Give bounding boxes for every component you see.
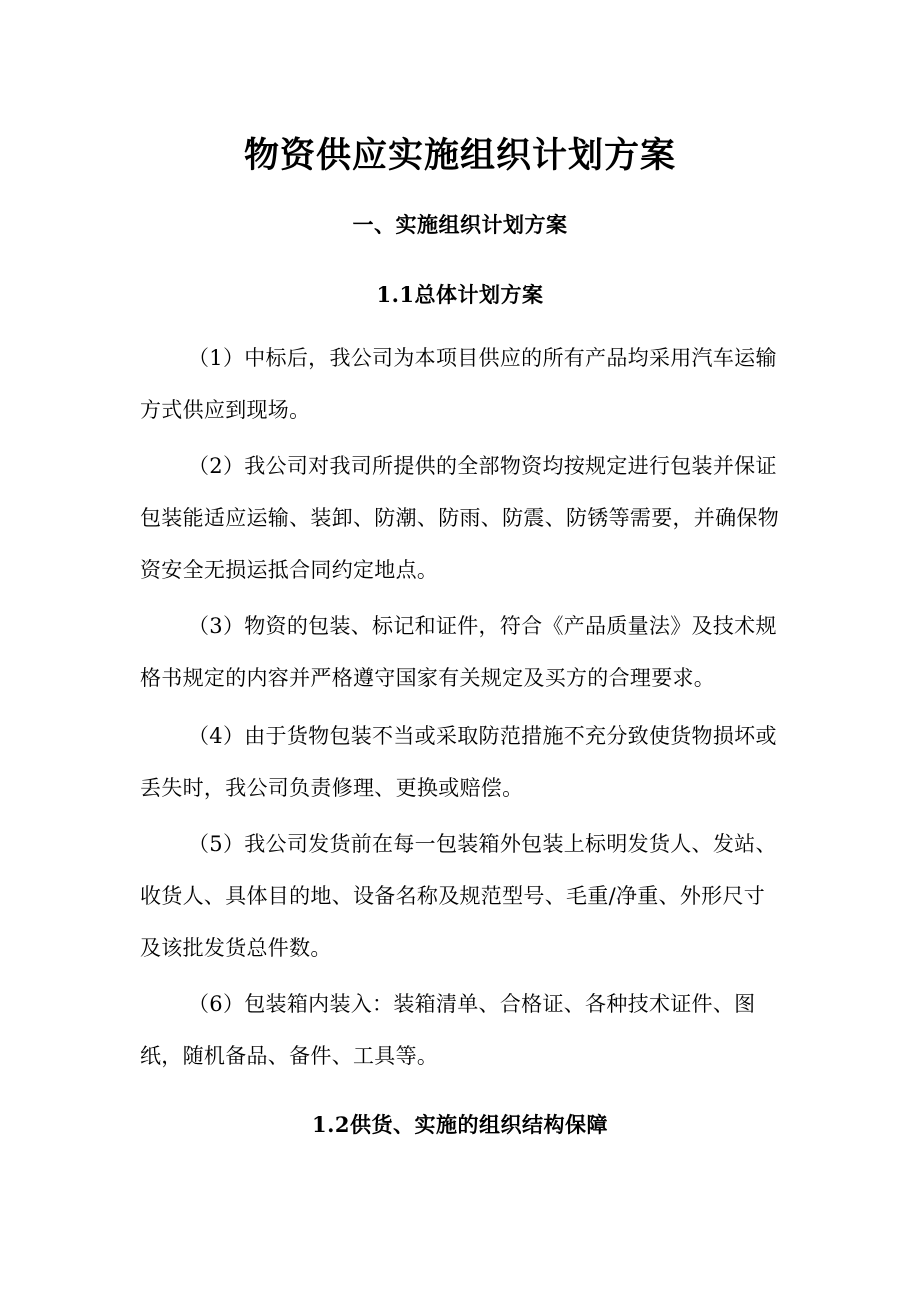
- paragraph-3: （3）物资的包装、标记和证件，符合《产品质量法》及技术规格书规定的内容并严格遵守国家有关规定及买方的合理要求。: [140, 614, 777, 690]
- subsection-heading-1-2: 1.2供货、实施的组织结构保障: [311, 1112, 609, 1137]
- paragraph-6: （6）包装箱内装入：装箱清单、合格证、各种技术证件、图纸，随机备品、备件、工具等。: [140, 992, 756, 1068]
- paragraph-5: （5）我公司发货前在每一包装箱外包装上标明发货人、发站、收货人、具体目的地、设备名称及规范型号、毛重/净重、外形尺寸及该批发货总件数。: [140, 832, 777, 960]
- paragraph-2: （2）我公司对我司所提供的全部物资均按规定进行包装并保证包装能适应运输、装卸、防潮、防雨、防震、防锈等需要，并确保物资安全无损运抵合同约定地点。: [140, 454, 779, 582]
- paragraph-1: （1）中标后，我公司为本项目供应的所有产品均采用汽车运输方式供应到现场。: [140, 346, 777, 422]
- subsection-heading-1-1: 1.1总体计划方案: [376, 282, 544, 307]
- paragraph-4: （4）由于货物包装不当或采取防范措施不充分致使货物损坏或丢失时，我公司负责修理、更换或赔偿。: [140, 724, 777, 800]
- section-heading: 一、实施组织计划方案: [352, 212, 568, 237]
- document-title: 物资供应实施组织计划方案: [243, 135, 676, 176]
